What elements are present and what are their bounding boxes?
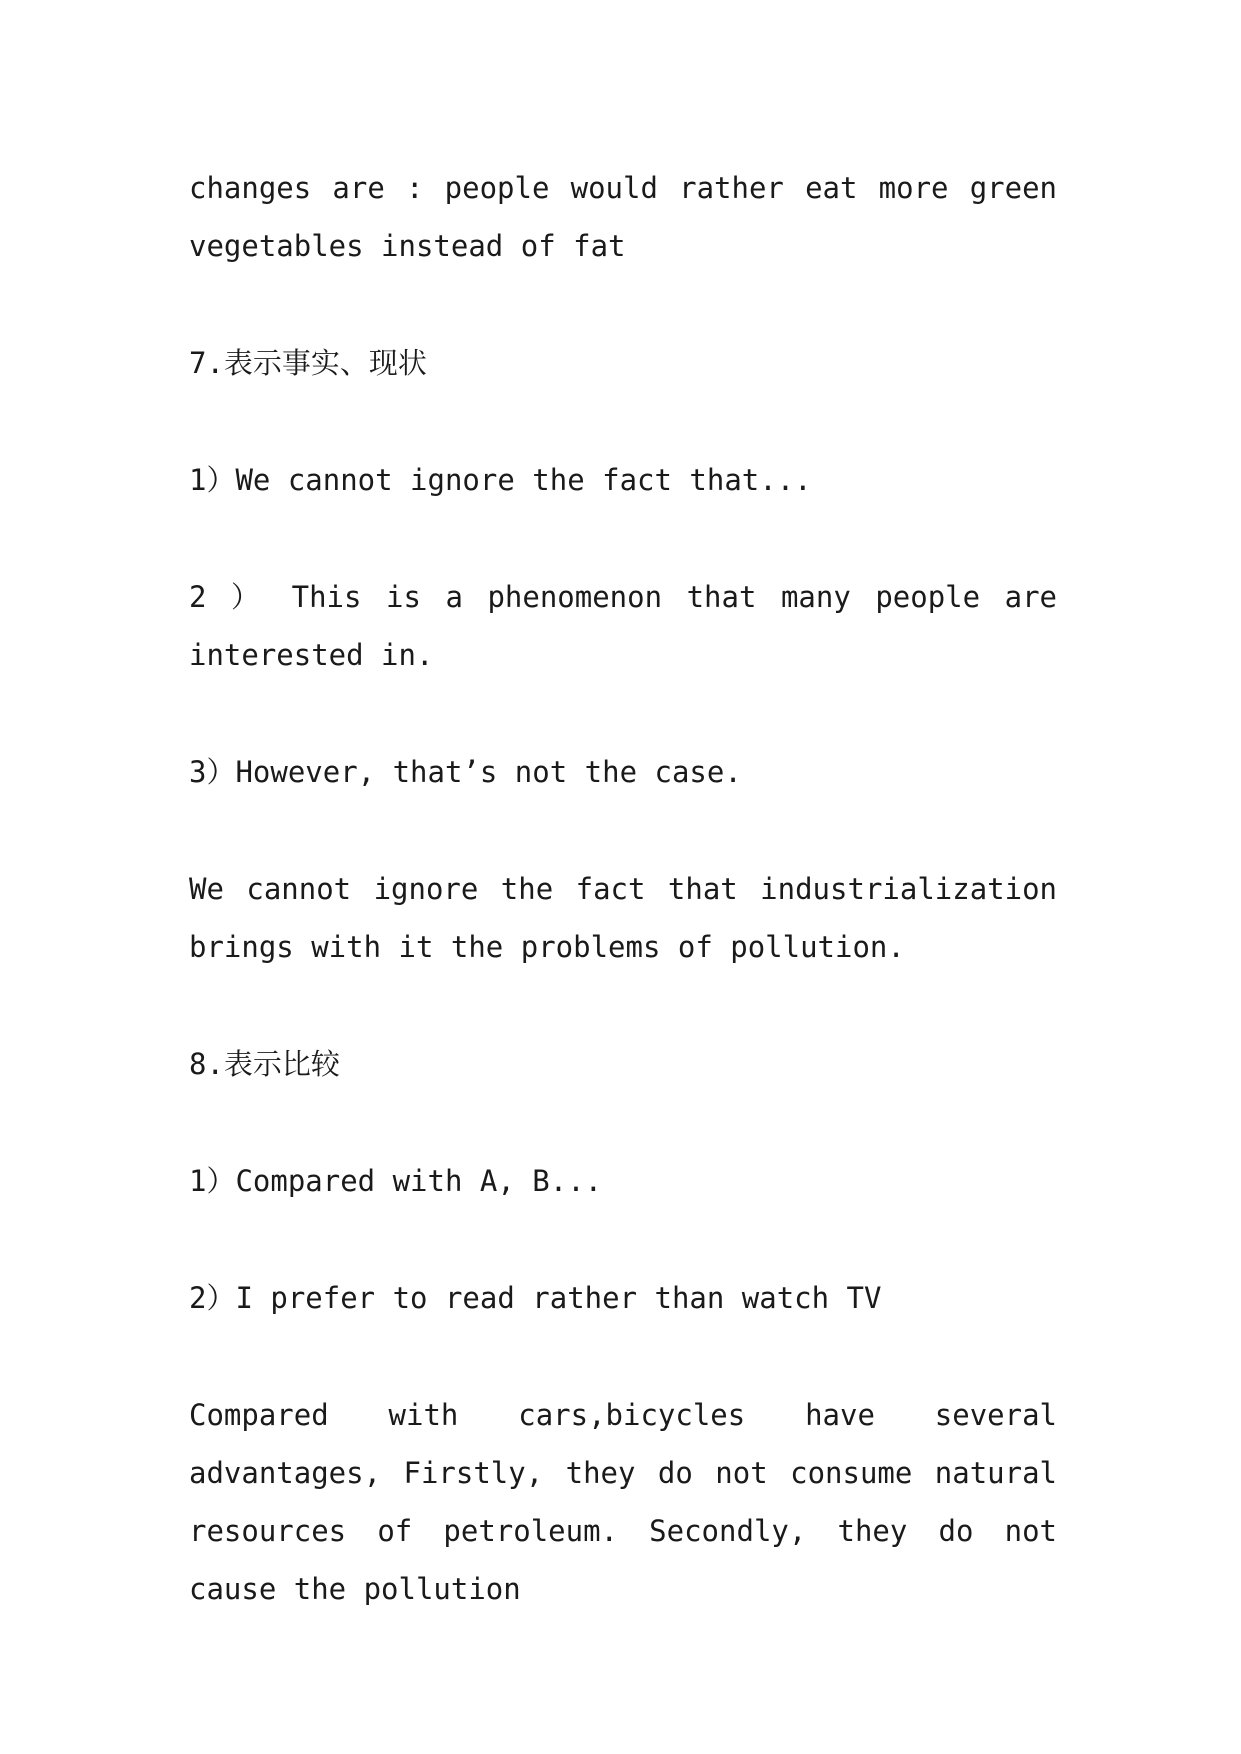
example-bicycles-advantages: Compared with cars,bicycles have several advantages, Firstly, they do not consume natural resources of petroleum. Secondly, they do not cause the pollution xyxy=(189,1398,1057,1606)
list-item-ignore-fact: 1）We cannot ignore the fact that... xyxy=(189,463,812,497)
paragraph-changes-vegetables: changes are : people would rather eat more green vegetables instead of fat xyxy=(189,171,1057,263)
list-item-compared-with: 1）Compared with A, B... xyxy=(189,1164,603,1198)
list-item-phenomenon: 2 ） This is a phenomenon that many people are interested in. xyxy=(189,580,1057,672)
example-industrialization: We cannot ignore the fact that industrialization brings with it the problems of pollution. xyxy=(189,872,1057,964)
section-heading-7-facts: 7.表示事实、现状 xyxy=(189,346,427,380)
section-heading-8-comparison: 8.表示比较 xyxy=(189,1047,340,1081)
list-item-not-the-case: 3）However, that’s not the case. xyxy=(189,755,742,789)
list-item-prefer-read: 2）I prefer to read rather than watch TV xyxy=(189,1281,882,1315)
